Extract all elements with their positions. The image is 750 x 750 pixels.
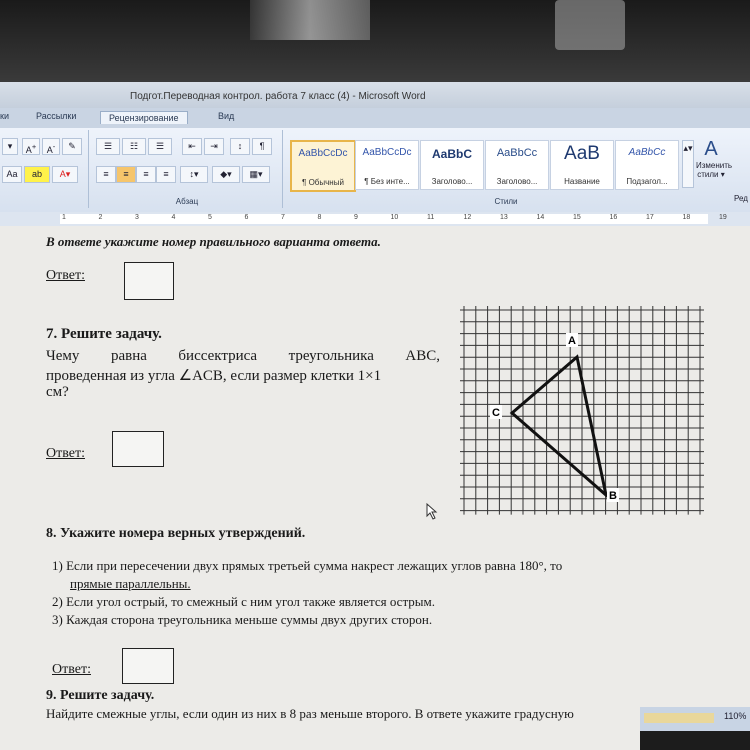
answer-label-7: Ответ: — [46, 446, 85, 461]
style-sample: AaBbCc — [628, 147, 666, 158]
font-size-dropdown[interactable]: ▾ — [2, 138, 18, 155]
ruler-number: 17 — [646, 214, 654, 221]
q7-title: 7. Решите задачу. — [46, 326, 162, 342]
answer-box-8[interactable] — [122, 648, 174, 684]
taskbar — [640, 731, 750, 750]
highlight-button[interactable]: ab — [24, 166, 50, 183]
q8-item-1: 1) Если при пересечении двух прямых третьей сумма накрест лежащих углов равна 180°, то — [52, 558, 563, 573]
multilevel-button[interactable]: ☰ — [148, 138, 172, 155]
vertex-label-a: A — [568, 335, 576, 347]
q9-text: Найдите смежные углы, если один из них в 8 раз меньше второго. В ответе укажите градусную — [46, 706, 574, 721]
styles-a-icon: A — [704, 138, 718, 160]
increase-indent-button[interactable]: ⇥ — [204, 138, 224, 155]
clear-format-button[interactable]: ✎ — [62, 138, 82, 155]
style-title[interactable] — [550, 140, 614, 190]
answer-box-6[interactable] — [124, 262, 174, 300]
ruler-number: 7 — [281, 214, 285, 221]
styles-group — [286, 130, 733, 208]
style-sample: AaBbC — [431, 147, 472, 161]
align-center-button[interactable]: ≡ — [116, 166, 136, 183]
answer-label-6: Ответ: — [46, 268, 85, 283]
borders-button[interactable]: ▦▾ — [242, 166, 270, 183]
ruler-number: 9 — [354, 214, 358, 221]
font-color-button[interactable]: A▾ — [52, 166, 78, 183]
style-sample: AaB — [564, 143, 600, 164]
pilcrow-button[interactable]: ¶ — [252, 138, 272, 155]
align-left-button[interactable]: ≡ — [96, 166, 116, 183]
q7-line2: проведенная из угла ∠ACB, если размер клетки 1×1 — [46, 368, 382, 384]
align-right-button[interactable]: ≡ — [136, 166, 156, 183]
q8-item-3: 3) Каждая сторона треугольника меньше суммы двух других сторон. — [52, 612, 433, 627]
font-group — [0, 130, 89, 208]
grow-font-button[interactable]: A+ — [22, 138, 40, 155]
editing-label[interactable]: Ред — [734, 194, 748, 203]
ruler — [0, 212, 750, 227]
tab-inserts[interactable]: ки — [0, 111, 9, 121]
styles-scroll[interactable]: ▴▾ — [682, 140, 694, 188]
justify-button[interactable]: ≡ — [156, 166, 176, 183]
zoom-level[interactable]: 110% — [724, 711, 747, 721]
style-sample: AaBbCc — [496, 147, 538, 159]
style-heading-1[interactable] — [420, 140, 484, 190]
triangle-grid-figure — [460, 306, 710, 516]
change-styles-label: Изменить стили ▾ — [696, 161, 733, 179]
ribbon — [0, 128, 750, 213]
q7-line3: см? — [46, 384, 69, 400]
tab-view[interactable]: Вид — [218, 111, 235, 121]
style-name: ¶ Без инте... — [364, 177, 410, 186]
ruler-number: 6 — [244, 214, 249, 221]
ruler-number: 12 — [463, 214, 472, 221]
prev-instruction: В ответе укажите номер правильного варианта ответа. — [46, 234, 381, 249]
title-bar — [0, 82, 750, 108]
style-name: Заголово... — [496, 177, 538, 186]
ribbon-tabs — [0, 108, 750, 128]
shrink-font-button[interactable]: A- — [42, 138, 60, 155]
ruler-number: 10 — [390, 214, 399, 221]
ruler-number: 19 — [719, 214, 727, 221]
style-no-spacing[interactable] — [355, 140, 419, 190]
line-spacing-button[interactable]: ↕▾ — [180, 166, 208, 183]
reflection — [250, 0, 370, 40]
tab-mailings[interactable]: Рассылки — [36, 111, 77, 121]
change-styles-button[interactable] — [696, 138, 733, 179]
q8-title: 8. Укажите номера верных утверждений. — [46, 526, 306, 541]
status-bar — [640, 707, 750, 750]
monitor-bezel — [0, 0, 750, 82]
style-normal[interactable] — [290, 140, 356, 192]
ruler-number: 1 — [62, 214, 66, 221]
ruler-number: 13 — [500, 214, 508, 221]
style-name: Название — [564, 177, 600, 186]
q7-line1: Чему равна биссектриса треугольника ABC, — [46, 348, 440, 364]
ruler-number: 16 — [609, 214, 618, 221]
style-sample: AaBbCcDc — [298, 148, 348, 159]
style-name: Подзагол... — [626, 177, 668, 186]
answer-label-8: Ответ: — [52, 662, 91, 677]
bullets-button[interactable]: ☰ — [96, 138, 120, 155]
triangle-abc — [512, 357, 606, 495]
ruler-number: 14 — [536, 214, 545, 221]
numbering-button[interactable]: ☷ — [122, 138, 146, 155]
ruler-number: 18 — [682, 214, 691, 221]
reflection — [555, 0, 625, 50]
ruler-number: 8 — [317, 214, 322, 221]
q8-item-2: 2) Если угол острый, то смежный с ним угол также является острым. — [52, 594, 435, 609]
tab-review[interactable]: Рецензирование — [100, 111, 188, 124]
paragraph-group — [92, 130, 283, 208]
ruler-number: 5 — [208, 214, 212, 221]
style-heading-2[interactable] — [485, 140, 549, 190]
sort-button[interactable]: ↕ — [230, 138, 250, 155]
ruler-number: 3 — [135, 214, 139, 221]
change-case-button[interactable]: Aa — [2, 166, 22, 183]
style-name: ¶ Обычный — [302, 178, 344, 187]
ruler-number: 2 — [98, 214, 103, 221]
styles-group-label: Стили — [494, 197, 518, 206]
q9-title: 9. Решите задачу. — [46, 688, 155, 703]
ruler-number: 4 — [171, 214, 176, 221]
style-subtitle[interactable] — [615, 140, 679, 190]
q8-item-1-cont: прямые параллельны. — [70, 576, 191, 591]
shading-button[interactable]: ◆▾ — [212, 166, 240, 183]
ruler-number: 11 — [427, 214, 435, 221]
vertex-label-b: B — [609, 490, 617, 502]
style-sample: AaBbCcDc — [362, 147, 412, 158]
ruler-number: 15 — [573, 214, 581, 221]
vertex-label-c: C — [492, 407, 500, 419]
decrease-indent-button[interactable]: ⇤ — [182, 138, 202, 155]
mouse-cursor-icon — [425, 502, 439, 520]
style-name: Заголово... — [431, 177, 473, 186]
paragraph-group-label: Абзац — [175, 197, 199, 206]
window-title: Подгот.Переводная контрол. работа 7 класс (4) - Microsoft Word — [130, 91, 426, 102]
answer-box-7[interactable] — [112, 431, 164, 467]
document-page[interactable] — [0, 226, 750, 750]
view-buttons[interactable] — [644, 713, 714, 723]
